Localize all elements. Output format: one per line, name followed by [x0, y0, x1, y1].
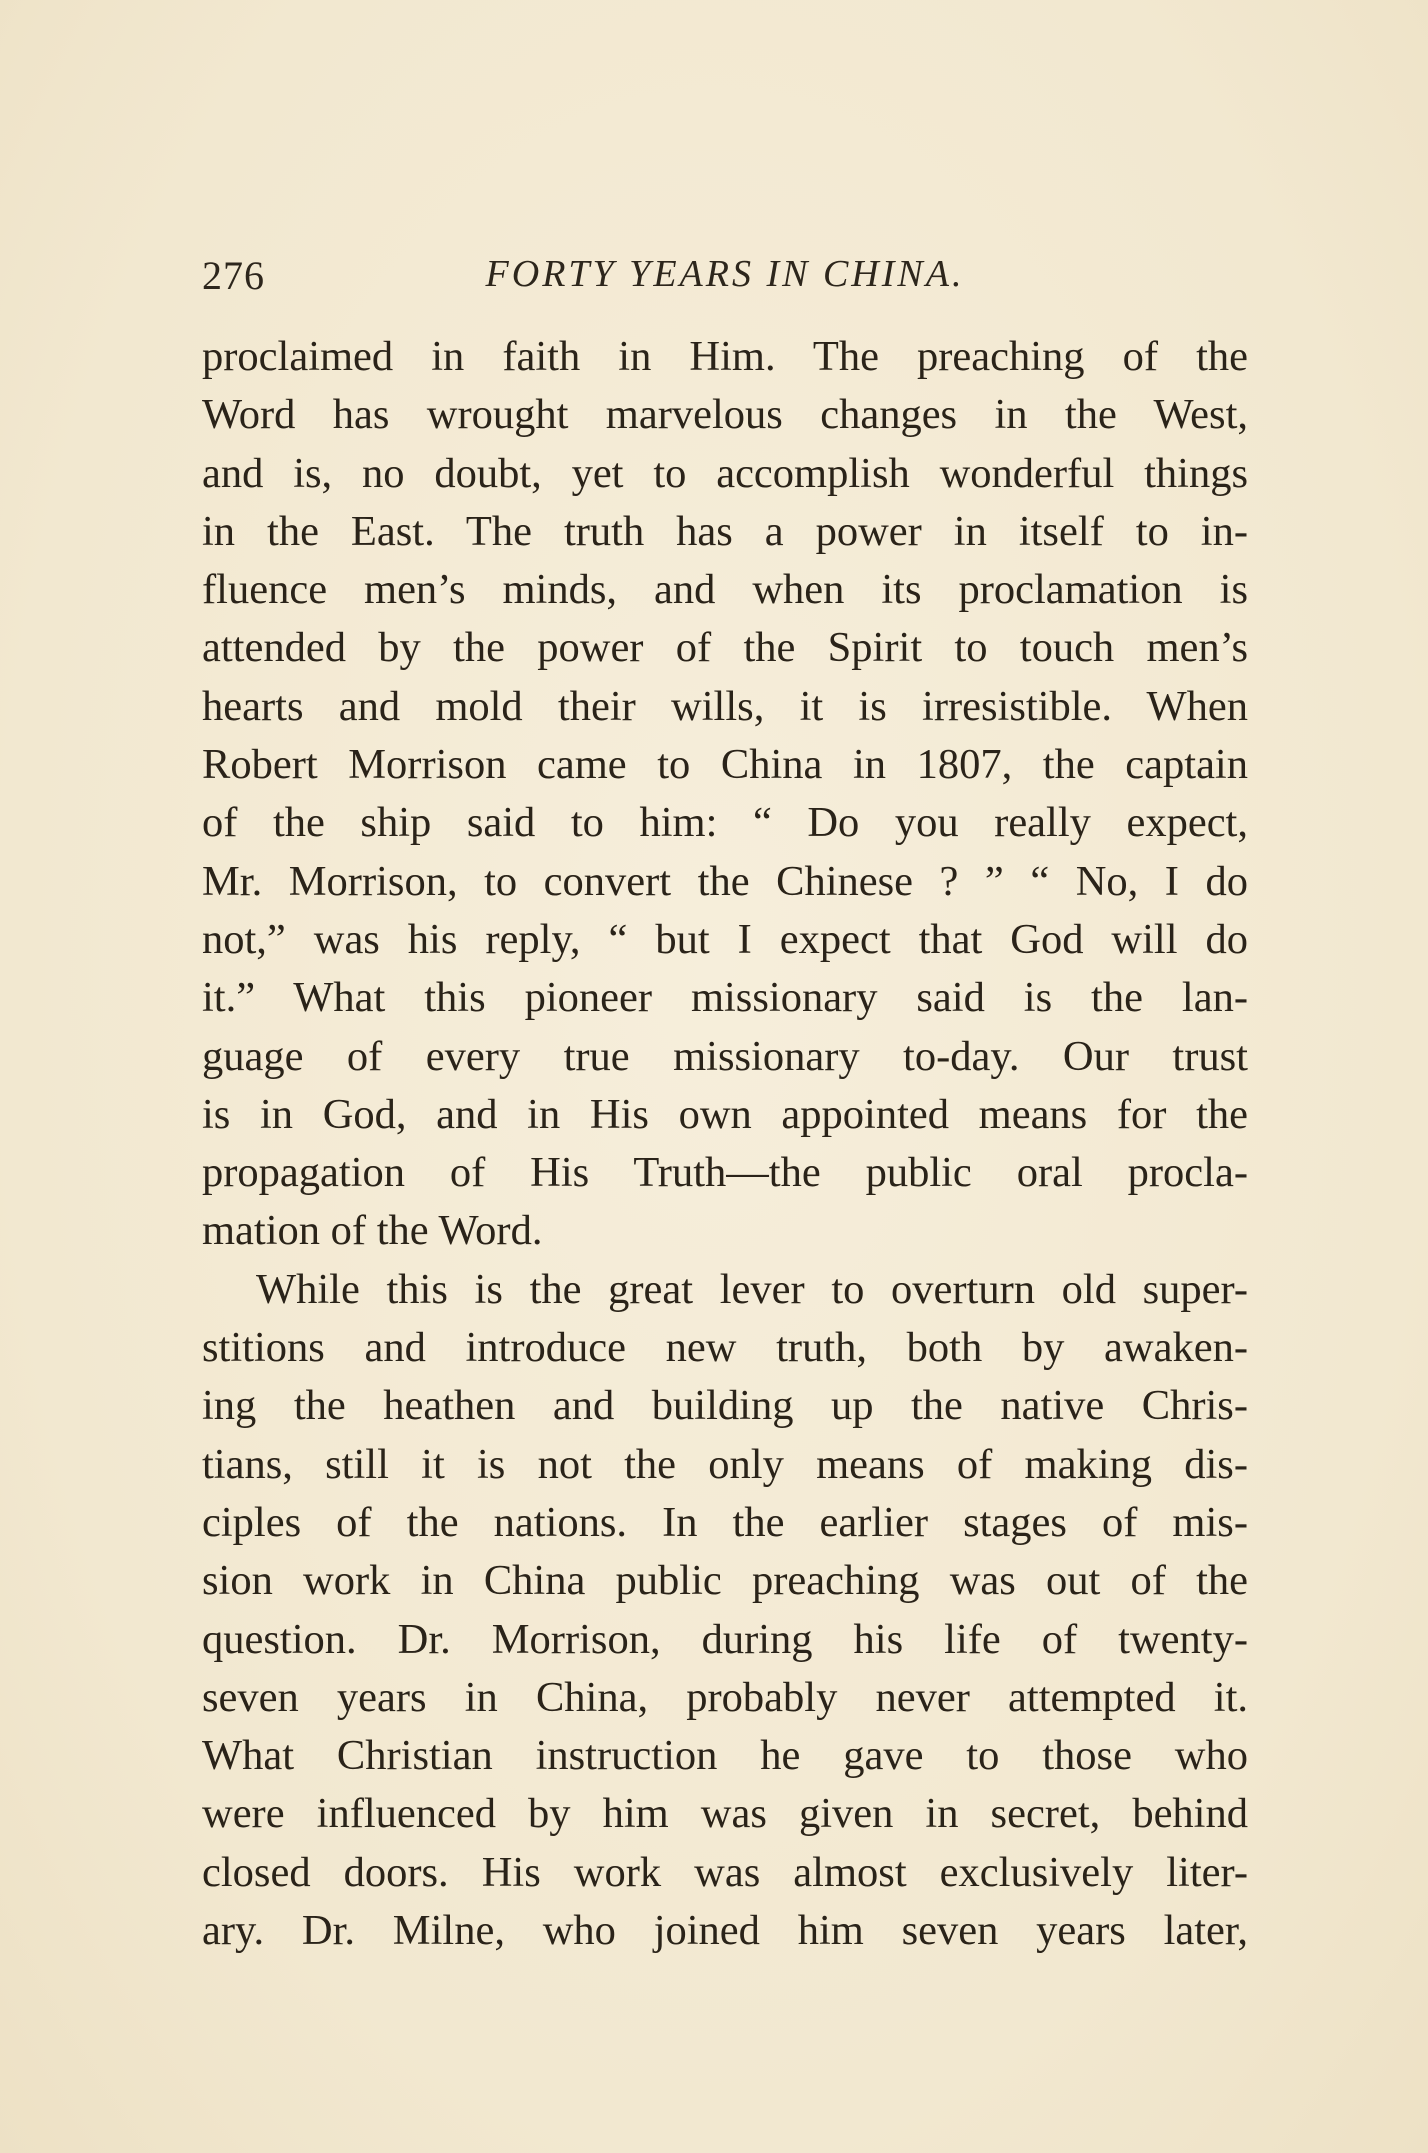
text-line: mation of the Word. [202, 1207, 543, 1255]
text-line: ciples of the nations. In the earlier stages of mis- [202, 1498, 1248, 1546]
running-title: FORTY YEARS IN CHINA. [485, 253, 965, 295]
page-number: 276 [202, 253, 265, 298]
text-line: not,” was his reply, “ but I expect that God will do [202, 915, 1248, 963]
text-line: fluence men’s minds, and when its proclamation is [202, 566, 1248, 614]
text-line: What Christian instruction he gave to those who [202, 1732, 1248, 1780]
text-line: While this is the great lever to overturn old super- [256, 1265, 1248, 1313]
text-line: proclaimed in faith in Him. The preaching of the [202, 333, 1248, 380]
text-line: guage of every true missionary to-day. Our trust [202, 1032, 1248, 1080]
text-line: ing the heathen and building up the native Chris- [202, 1382, 1248, 1430]
text-line: question. Dr. Morrison, during his life of twenty- [202, 1615, 1248, 1663]
text-line: in the East. The truth has a power in itself to in- [202, 507, 1248, 555]
text-line: Mr. Morrison, to convert the Chinese ? ” “ No, I do [202, 857, 1248, 905]
text-line: attended by the power of the Spirit to touch men’s [202, 624, 1248, 672]
text-line: hearts and mold their wills, it is irresistible. When [202, 682, 1248, 730]
text-line: ary. Dr. Milne, who joined him seven years later, [202, 1907, 1248, 1955]
text-line: seven years in China, probably never attempted it. [202, 1673, 1248, 1721]
text-line: Word has wrought marvelous changes in the West, [202, 391, 1248, 439]
text-line: sion work in China public preaching was out of the [202, 1557, 1248, 1605]
text-line: tians, still it is not the only means of making dis- [202, 1440, 1248, 1488]
text-line: it.” What this pioneer missionary said is the lan- [202, 974, 1248, 1022]
text-line: is in God, and in His own appointed means for the [202, 1090, 1248, 1138]
text-line: propagation of His Truth—the public oral procla- [202, 1149, 1248, 1197]
page-header [202, 252, 1248, 302]
body-text [202, 328, 1248, 1960]
text-line: Robert Morrison came to China in 1807, the captain [202, 741, 1248, 789]
text-line: and is, no doubt, yet to accomplish wonderful things [202, 449, 1248, 497]
text-line: were influenced by him was given in secret, behind [202, 1790, 1248, 1838]
text-line: closed doors. His work was almost exclusively liter- [202, 1848, 1248, 1896]
text-line: stitions and introduce new truth, both by awaken- [202, 1324, 1248, 1372]
text-line: of the ship said to him: “ Do you really expect, [202, 799, 1248, 847]
